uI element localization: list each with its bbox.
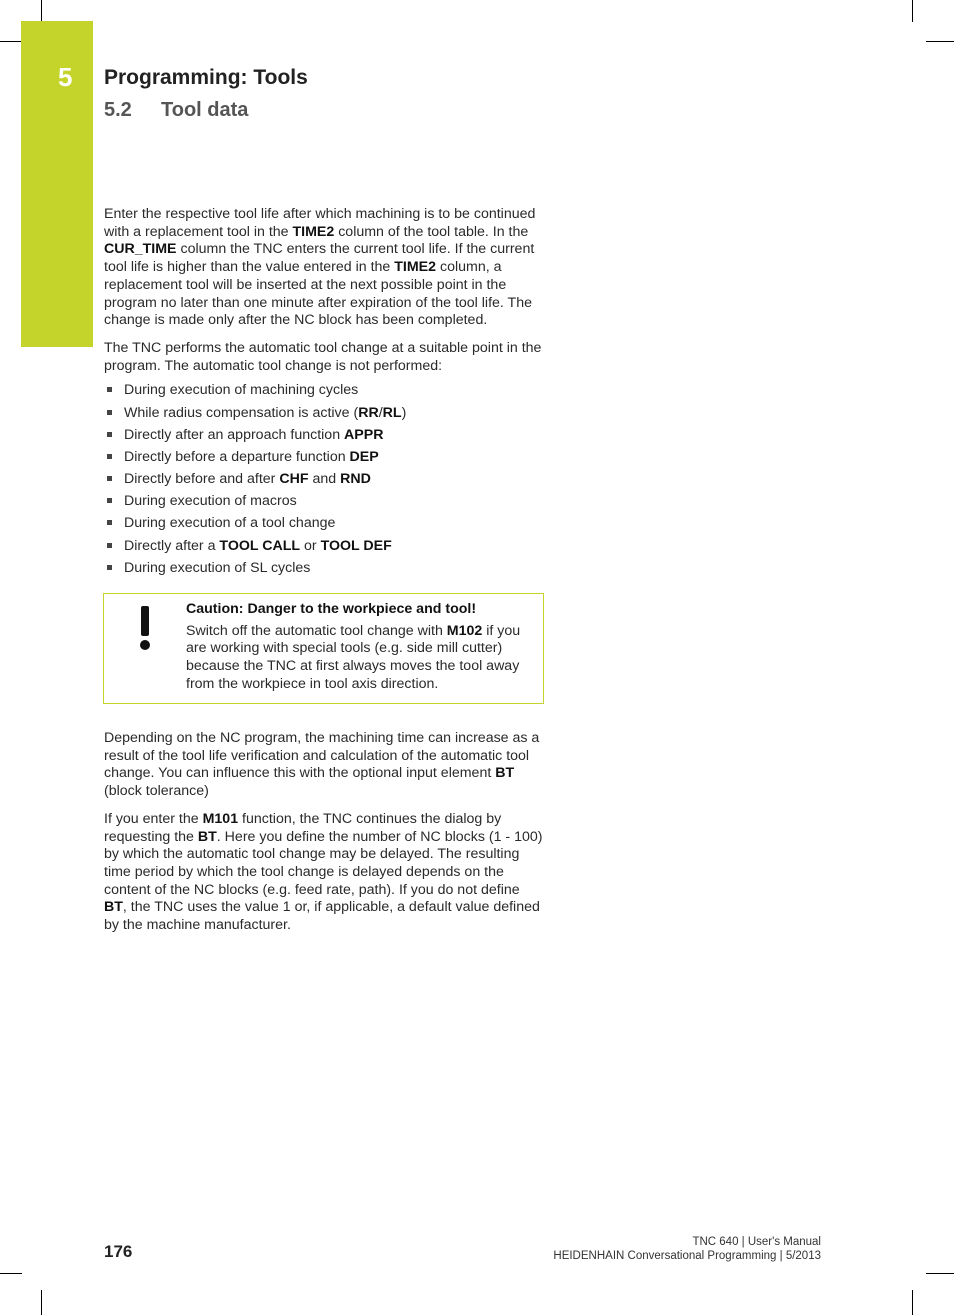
bullet-icon xyxy=(107,520,112,525)
bullet-icon xyxy=(107,410,112,415)
keyword: BT xyxy=(197,828,217,845)
keyword: TIME2 xyxy=(292,223,335,240)
text: / xyxy=(378,404,383,421)
text: During execution of machining cycles xyxy=(124,382,359,399)
crop-mark xyxy=(0,41,22,42)
keyword: TOOL DEF xyxy=(320,537,392,554)
list-item xyxy=(104,446,544,468)
list-item xyxy=(104,512,544,534)
chapter-tab xyxy=(21,21,93,347)
text: During execution of a tool change xyxy=(124,515,336,532)
text: While radius compensation is active ( xyxy=(124,404,359,421)
section-number: 5.2 xyxy=(104,99,132,121)
text: During execution of SL cycles xyxy=(124,559,311,576)
keyword: TIME2 xyxy=(394,259,437,276)
text: column of the tool table. In the xyxy=(334,223,529,240)
text: if you are working with special tools (e.g. side mill cutter) because the TNC at first always moves the tool away from the workpiece in tool axis direction. xyxy=(186,622,521,692)
paragraph-auto-change: The TNC performs the automatic tool change at a suitable point in the program. The automatic tool change is not performed: xyxy=(104,339,542,374)
chapter-title: Programming: Tools xyxy=(104,66,308,89)
text: Depending on the NC program, the machining time can increase as a result of the tool life verification and calculation of the automatic tool change. You can influence this with the optional input element xyxy=(104,730,540,782)
crop-mark xyxy=(41,0,42,22)
crop-mark xyxy=(926,41,954,42)
text: . Here you define the number of NC blocks (1 - 100) by which the automatic tool change may be delayed. The resulting time period by which the tool change is delayed depends on the content of the NC blocks (e.g. feed rate, path). If you do not define xyxy=(104,828,543,898)
list-item xyxy=(104,379,544,401)
text: If you enter the xyxy=(104,810,203,827)
crop-mark xyxy=(912,1290,913,1315)
exclamation-icon xyxy=(134,606,156,652)
list-item xyxy=(104,490,544,512)
keyword: RND xyxy=(340,471,371,488)
paragraph-m101 xyxy=(104,811,544,935)
keyword: RL xyxy=(382,404,402,421)
bullet-icon xyxy=(107,565,112,570)
text: column the TNC enters the current tool life. If the current tool life is higher than the value entered in the xyxy=(104,241,535,276)
keyword: APPR xyxy=(344,426,384,443)
keyword: M102 xyxy=(446,622,483,639)
chapter-number: 5 xyxy=(58,62,73,92)
text: or xyxy=(300,537,321,554)
footer-manual-subtitle: HEIDENHAIN Conversational Programming | 5/2013 xyxy=(553,1250,821,1262)
keyword: TOOL CALL xyxy=(219,537,301,554)
crop-mark xyxy=(0,1273,22,1274)
crop-mark xyxy=(912,0,913,22)
text: and xyxy=(308,471,341,488)
text: function, the TNC continues the dialog by requesting the xyxy=(104,810,502,845)
text: During execution of macros xyxy=(124,493,297,510)
exclamation-bar xyxy=(141,606,149,636)
keyword: M101 xyxy=(202,810,239,827)
text: Switch off the automatic tool change with xyxy=(186,622,447,639)
list-item xyxy=(104,557,544,579)
paragraph-machining-time xyxy=(104,730,544,801)
caution-heading: Caution: Danger to the workpiece and tool! xyxy=(186,601,477,618)
text: ) xyxy=(401,404,407,421)
text: (block tolerance) xyxy=(104,783,209,800)
keyword: CHF xyxy=(279,471,309,488)
bullet-icon xyxy=(107,498,112,503)
caution-text xyxy=(186,623,531,694)
main-content xyxy=(104,206,544,945)
bullet-icon xyxy=(107,543,112,548)
text: column, a replacement tool will be inserted at the next possible point in the program no later than one minute after expiration of the tool life. The change is made only after the NC block has been completed. xyxy=(104,259,532,329)
page-number: 176 xyxy=(104,1242,133,1261)
keyword: BT xyxy=(495,765,515,782)
list-item xyxy=(104,535,544,557)
footer-manual-title: TNC 640 | User's Manual xyxy=(692,1236,821,1248)
footer-info xyxy=(553,1235,821,1263)
exception-list xyxy=(104,379,544,579)
text: Enter the respective tool life after which machining is to be continued with a replacement tool in the xyxy=(104,206,536,240)
keyword: CUR_TIME xyxy=(104,241,177,258)
list-item xyxy=(104,402,544,424)
text: , the TNC uses the value 1 or, if applicable, a default value defined by the machine manufacturer. xyxy=(104,899,540,934)
text: Directly before and after xyxy=(124,471,280,488)
list-item xyxy=(104,424,544,446)
bullet-icon xyxy=(107,387,112,392)
exclamation-dot xyxy=(140,640,150,650)
caution-box xyxy=(103,593,544,704)
text: Directly before a departure function xyxy=(124,448,350,465)
keyword: BT xyxy=(104,899,123,916)
text: Directly after an approach function xyxy=(124,426,345,443)
list-item xyxy=(104,468,544,490)
text: Directly after a xyxy=(124,537,220,554)
crop-mark xyxy=(41,1290,42,1315)
crop-mark xyxy=(926,1273,954,1274)
keyword: RR xyxy=(358,404,379,421)
keyword: DEP xyxy=(349,448,379,465)
bullet-icon xyxy=(107,454,112,459)
section-title: Tool data xyxy=(161,99,249,121)
paragraph-tool-life xyxy=(104,206,544,330)
bullet-icon xyxy=(107,432,112,437)
bullet-icon xyxy=(107,476,112,481)
